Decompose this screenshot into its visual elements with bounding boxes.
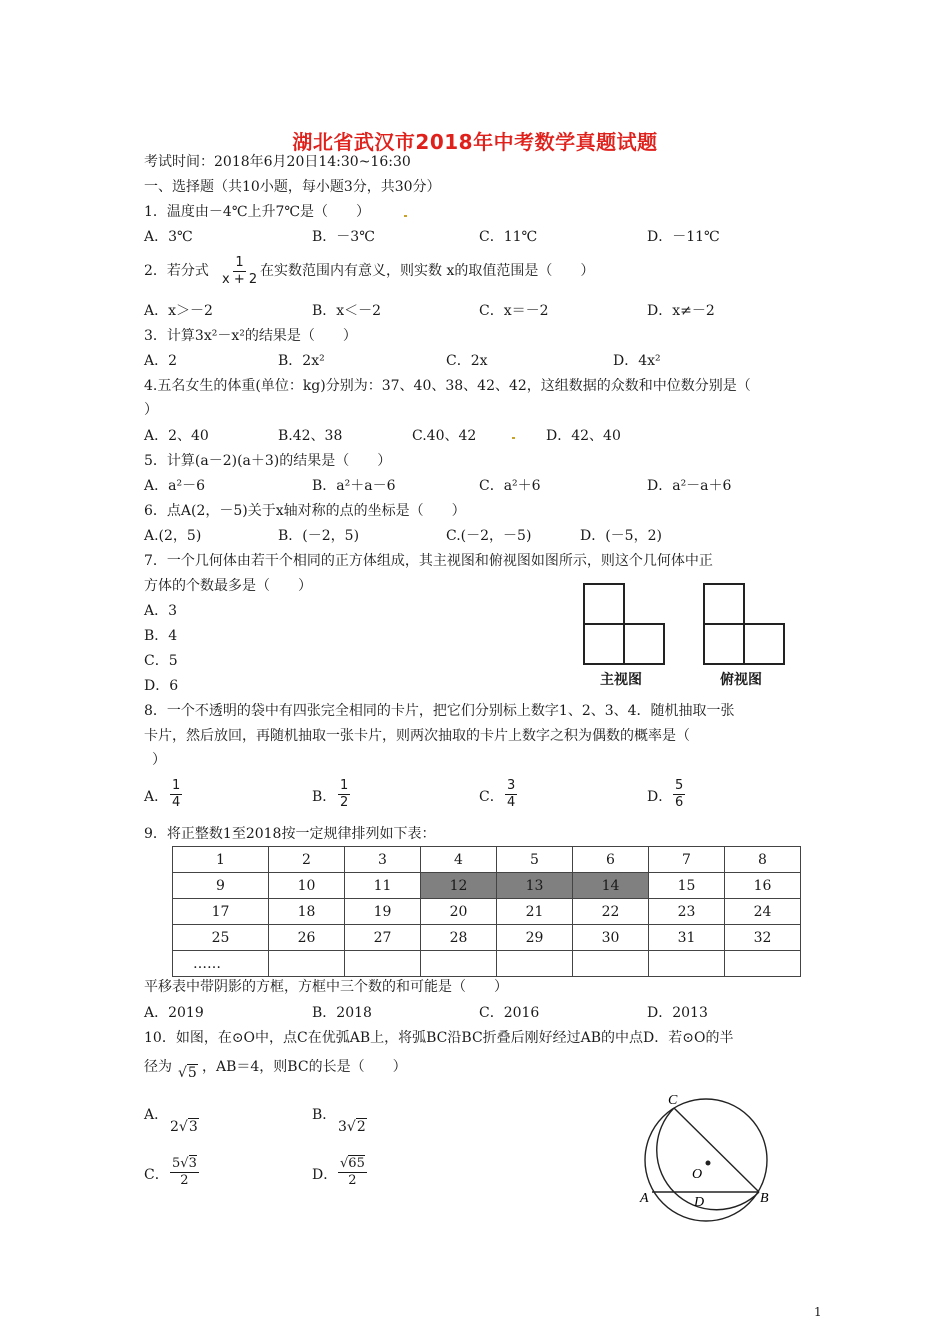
q8-a-fraction [170,778,182,811]
q7-stem-line2: 方体的个数最多是（ ） [144,578,312,594]
q4-stem-line1: 4.五名女生的体重(单位：kg)分别为：37、40、38、42、42，这组数据的众数和中位数分别是（ [144,378,751,394]
table-cell [497,951,573,977]
table-cell [573,951,649,977]
q9-option-d: D．2013 [647,1005,708,1021]
q10-stem-pre: 径为 [144,1059,172,1075]
q4-option-b: B.42、38 [278,428,343,444]
q10-d-fraction [338,1156,367,1189]
q10-radius-sqrt: √5 [178,1065,197,1081]
table-cell: 7 [649,847,725,873]
q2-option-b: B．x＜－2 [312,303,382,319]
q7-stem-line1: 7．一个几何体由若干个相同的正方体组成，其主视图和俯视图如图所示，则这个几何体中正 [144,553,713,569]
table-row [173,925,801,951]
q10-option-b: B． [312,1107,337,1123]
q6-stem: 6．点A(2，－5)关于x轴对称的点的坐标是（ ） [144,503,466,519]
page-title: 湖北省武汉市2018年中考数学真题试题 [292,130,658,154]
q8-a-num: 1 [172,778,181,793]
q10-stem-line1: 10．如图，在⊙O中，点C在优弧AB上，将弧BC沿BC折叠后刚好经过AB的中点D．若⊙O的半 [144,1030,734,1046]
table-cell: 26 [269,925,345,951]
table-cell: 1 [173,847,269,873]
q10-c-radicand: 3 [188,1156,197,1171]
table-cell: 4 [421,847,497,873]
q2-option-d: D．x≠－2 [647,303,715,319]
q10-b-coef: 3 [338,1119,347,1135]
table-row [173,847,801,873]
q8-option-a: A． [144,789,169,805]
q9-stem: 9．将正整数1至2018按一定规律排列如下表： [144,826,436,842]
q10-circle-figure [630,1088,780,1238]
q10-b-radicand: 2 [356,1119,366,1135]
table-cell: 30 [573,925,649,951]
table-cell [345,951,421,977]
label-c: C [668,1093,678,1108]
label-d: D [694,1195,705,1210]
table-cell: 2 [269,847,345,873]
q7-option-a: A．3 [144,603,178,619]
q10-c-numerator: 5√3 [172,1156,197,1171]
q10-d-numerator: √65 [340,1156,365,1171]
exam-time: 考试时间：2018年6月20日14:30~16:30 [144,154,411,170]
q2-stem-post: 在实数范围内有意义，则实数 x的取值范围是（ ） [260,263,595,279]
q8-option-d: D． [647,789,673,805]
q8-b-num: 1 [340,778,349,793]
q9-follow: 平移表中带阴影的方框，方框中三个数的和可能是（ ） [144,979,508,995]
q1-stem: 1．温度由－4℃上升7℃是（ ） [144,204,371,220]
table-cell [421,951,497,977]
front-view-square [584,584,624,624]
q10-option-d: D． [312,1167,338,1183]
table-cell: 13 [497,873,573,899]
table-cell: 22 [573,899,649,925]
front-view-square [584,624,624,664]
table-row [173,951,801,977]
q4-option-a: A．2、40 [144,428,209,444]
table-cell: 11 [345,873,421,899]
table-cell: 6 [573,847,649,873]
q7-option-d: D．6 [144,678,179,694]
table-cell: 17 [173,899,269,925]
q8-a-den: 4 [172,795,181,810]
q10-stem-post: ，AB＝4，则BC的长是（ ） [202,1059,407,1075]
table-cell: 5 [497,847,573,873]
table-cell: 24 [725,899,801,925]
number-table [172,846,801,977]
q8-stem-line3: ） [152,752,166,768]
q6-option-a: A.(2，5) [144,528,202,544]
q1-option-c: C．11℃ [479,229,538,245]
table-cell: 28 [421,925,497,951]
table-cell: 19 [345,899,421,925]
q1-option-d: D．－11℃ [647,229,720,245]
folded-arc [657,1108,759,1210]
q10-c-coef: 5 [172,1156,181,1171]
table-cell: 21 [497,899,573,925]
table-cell [725,951,801,977]
top-view-label: 俯视图 [720,672,762,688]
table-cell: 27 [345,925,421,951]
q8-option-b: B． [312,789,337,805]
q8-b-fraction [338,778,350,811]
q6-option-b: B．(－2，5) [278,528,360,544]
q3-stem: 3．计算3x²－x²的结果是（ ） [144,328,357,344]
q7-option-c: C．5 [144,653,178,669]
q4-stem-line2: ） [144,402,158,418]
q2-stem-pre: 2．若分式 [144,263,209,279]
table-cell: 29 [497,925,573,951]
q1-option-a: A．3℃ [144,229,193,245]
q8-d-den: 6 [675,795,684,810]
q8-b-den: 2 [340,795,349,810]
q8-d-fraction [673,778,685,811]
table-cell: 12 [421,873,497,899]
q8-option-c: C． [479,789,504,805]
table-cell: 9 [173,873,269,899]
table-cell: 18 [269,899,345,925]
table-cell [269,951,345,977]
table-cell: 3 [345,847,421,873]
q5-option-d: D．a²－a＋6 [647,478,732,494]
q8-stem-line2: 卡片，然后放回，再随机抽取一张卡片，则两次抽取的卡片上数字之积为偶数的概率是（ [144,728,690,744]
q2-frac-num: 1 [235,255,244,270]
q5-stem: 5．计算(a－2)(a＋3)的结果是（ ） [144,453,392,469]
table-cell [649,951,725,977]
q10-radius-radicand: 5 [187,1065,197,1081]
q2-option-c: C．x＝－2 [479,303,549,319]
table-cell: 32 [725,925,801,951]
q10-d-radicand: 65 [348,1156,365,1171]
top-view-square [744,624,784,664]
q9-option-c: C．2016 [479,1005,540,1021]
ink-dot [404,215,407,217]
front-view-square [624,624,664,664]
q10-a-coef: 2 [170,1119,179,1135]
page-number: 1 [814,1305,822,1319]
q8-c-num: 3 [507,778,516,793]
q5-option-b: B．a²＋a－6 [312,478,396,494]
q5-option-c: C．a²＋6 [479,478,541,494]
ink-dot [512,437,515,439]
table-cell: …… [173,951,269,977]
q10-b-expr: 3√2 [338,1119,366,1135]
label-o: O [692,1167,703,1182]
center-point [706,1161,711,1166]
q6-option-d: D．(－5，2) [580,528,662,544]
q10-option-a: A． [144,1107,169,1123]
q7-option-b: B．4 [144,628,178,644]
q3-option-a: A．2 [144,353,178,369]
q8-d-num: 5 [675,778,684,793]
table-cell: 25 [173,925,269,951]
q10-option-c: C． [144,1167,169,1183]
q2-frac-den: x + 2 [222,272,258,287]
circle-o [645,1099,767,1221]
q1-option-b: B．－3℃ [312,229,375,245]
q8-stem-line1: 8．一个不透明的袋中有四张完全相同的卡片，把它们分别标上数字1、2、3、4．随机抽取一张 [144,703,735,719]
q2-option-a: A．x＞－2 [144,303,213,319]
q8-c-fraction [505,778,517,811]
q3-option-b: B．2x² [278,353,325,369]
table-cell: 20 [421,899,497,925]
front-view-label: 主视图 [600,672,642,688]
table-cell: 8 [725,847,801,873]
table-cell: 23 [649,899,725,925]
q4-option-d: D．42、40 [546,428,621,444]
q7-views-figure [580,580,800,670]
table-cell: 16 [725,873,801,899]
q2-fraction [222,255,257,288]
q10-a-expr: 2√3 [170,1119,198,1135]
q10-a-radicand: 3 [188,1119,198,1135]
top-view-square [704,584,744,624]
q8-c-den: 4 [507,795,516,810]
table-cell: 15 [649,873,725,899]
q9-option-a: A．2019 [144,1005,204,1021]
q10-c-den: 2 [180,1173,189,1188]
label-b: B [760,1191,769,1206]
q10-c-fraction [170,1156,199,1189]
chord-bc [674,1108,759,1192]
table-row [173,899,801,925]
top-view-square [704,624,744,664]
table-cell: 10 [269,873,345,899]
q5-option-a: A．a²－6 [144,478,205,494]
q3-option-c: C．2x [446,353,488,369]
q4-option-c: C.40、42 [412,428,477,444]
table-row [173,873,801,899]
table-cell: 14 [573,873,649,899]
q9-option-b: B．2018 [312,1005,372,1021]
label-a: A [640,1191,649,1206]
section-heading: 一、选择题（共10小题，每小题3分，共30分） [144,179,441,195]
table-cell: 31 [649,925,725,951]
q3-option-d: D．4x² [613,353,661,369]
q10-d-den: 2 [348,1173,357,1188]
q6-option-c: C.(－2，－5) [446,528,532,544]
